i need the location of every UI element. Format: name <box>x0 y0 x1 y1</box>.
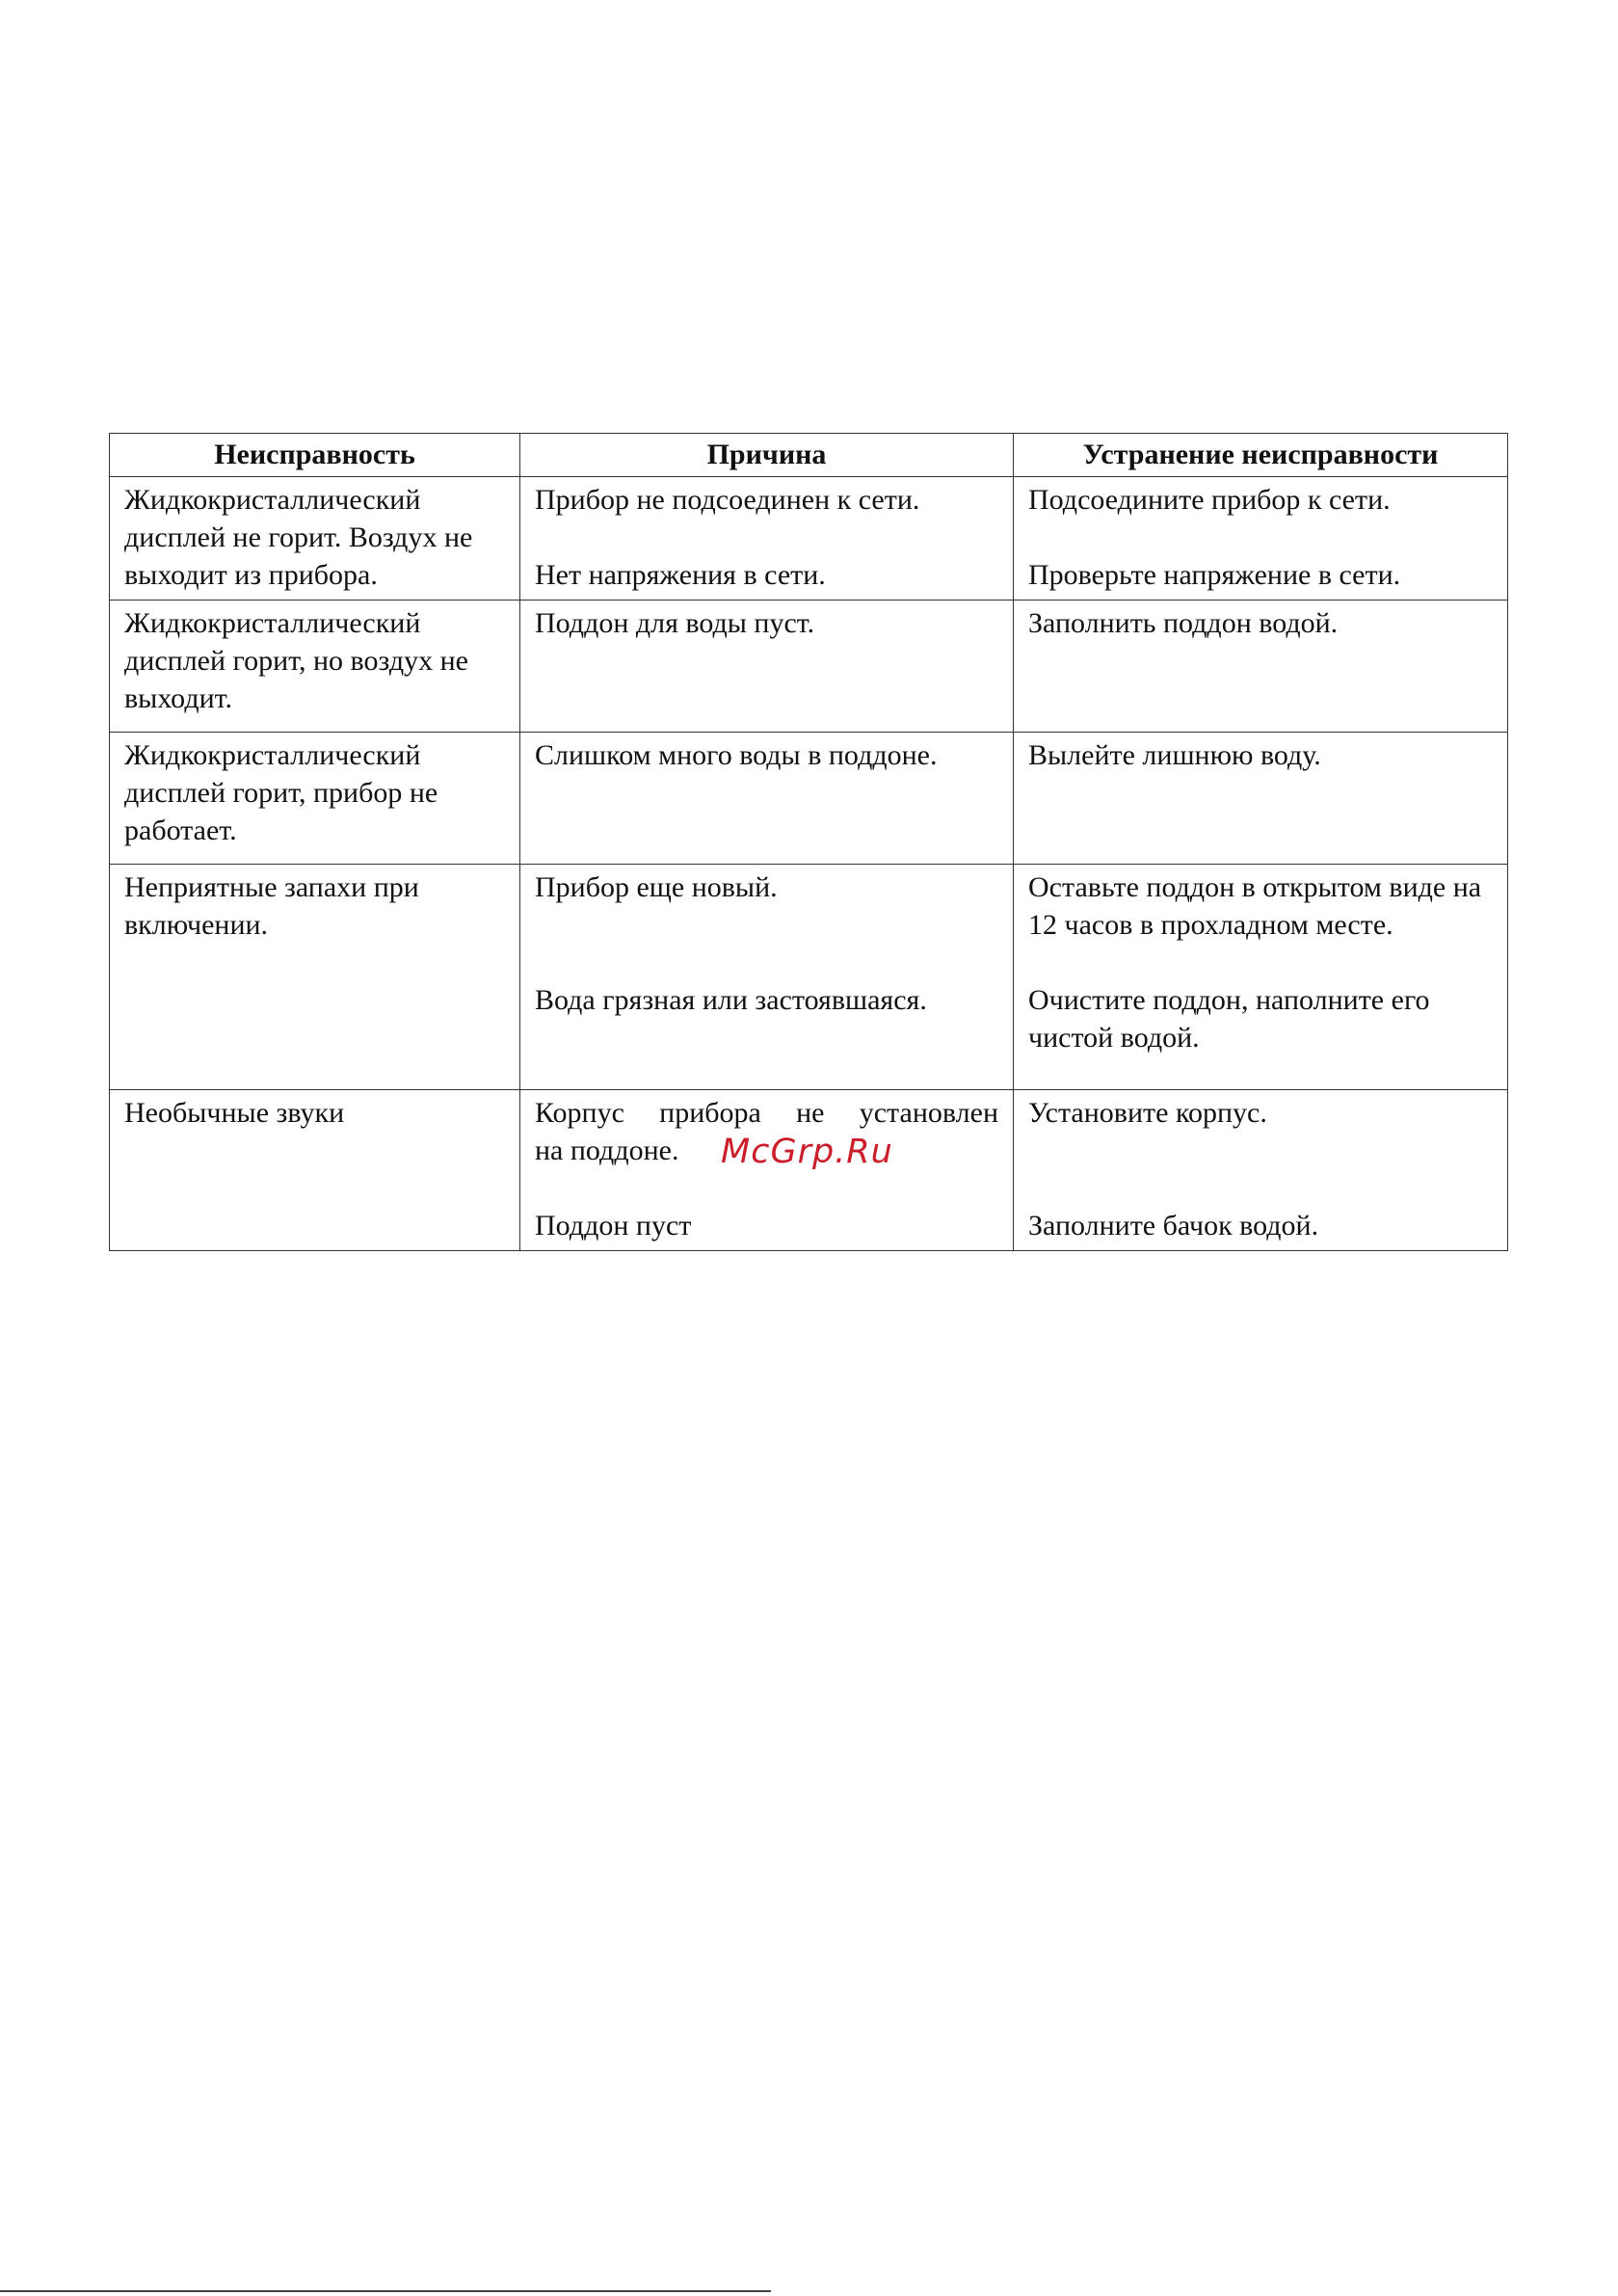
fault-cell: Неприятные запахи при включении. <box>110 865 520 1090</box>
cause-text: Нет напряжения в сети. <box>535 559 826 591</box>
header-fix: Устранение неисправности <box>1014 434 1508 477</box>
fix-text: Подсоедините прибор к сети. <box>1028 484 1391 516</box>
table-row <box>110 601 1508 733</box>
header-cause: Причина <box>520 434 1014 477</box>
fix-cell <box>1014 1090 1508 1251</box>
cause-text: Корпус прибора не установлен <box>535 1097 998 1129</box>
table-row <box>110 733 1508 865</box>
cause-text: Прибор еще новый. <box>535 871 778 903</box>
fault-cell: Жидкокристаллический дисплей горит, прибор не работает. <box>110 733 520 865</box>
cause-text: Прибор не подсоединен к сети. <box>535 484 920 516</box>
troubleshooting-table <box>109 433 1508 1251</box>
cause-text: Вода грязная или застоявшаяся. <box>535 984 927 1016</box>
fix-cell <box>1014 601 1508 733</box>
fix-text: Установите корпус. <box>1028 1097 1267 1129</box>
cause-text: Поддон для воды пуст. <box>535 607 815 639</box>
fix-text: Проверьте напряжение в сети. <box>1028 559 1401 591</box>
fix-text: Заполнить поддон водой. <box>1028 607 1339 639</box>
page-content <box>109 433 1507 1251</box>
fix-text: Вылейте лишнюю воду. <box>1028 739 1321 771</box>
cause-cell <box>520 733 1014 865</box>
table-header-row <box>110 434 1508 477</box>
cause-cell <box>520 477 1014 601</box>
fault-cell: Жидкокристаллический дисплей горит, но воздух не выходит. <box>110 601 520 733</box>
fix-text: Заполните бачок водой. <box>1028 1210 1319 1241</box>
fix-text: Оставьте поддон в открытом виде на 12 часов в прохладном месте. <box>1028 871 1482 941</box>
table-row <box>110 477 1508 601</box>
fix-cell <box>1014 477 1508 601</box>
fix-cell <box>1014 733 1508 865</box>
fix-cell <box>1014 865 1508 1090</box>
cause-text: на поддоне. <box>535 1135 679 1166</box>
watermark: McGrp.Ru <box>721 1133 893 1171</box>
cause-text: Поддон пуст <box>535 1210 692 1241</box>
cause-cell <box>520 601 1014 733</box>
table-row <box>110 865 1508 1090</box>
cause-text: Слишком много воды в поддоне. <box>535 739 938 771</box>
fix-text: Очистите поддон, наполните его чистой водой. <box>1028 984 1430 1054</box>
footer-divider <box>0 2290 771 2292</box>
fault-cell: Необычные звуки <box>110 1090 520 1251</box>
cause-cell <box>520 865 1014 1090</box>
header-fault: Неисправность <box>110 434 520 477</box>
fault-cell: Жидкокристаллический дисплей не горит. Воздух не выходит из прибора. <box>110 477 520 601</box>
